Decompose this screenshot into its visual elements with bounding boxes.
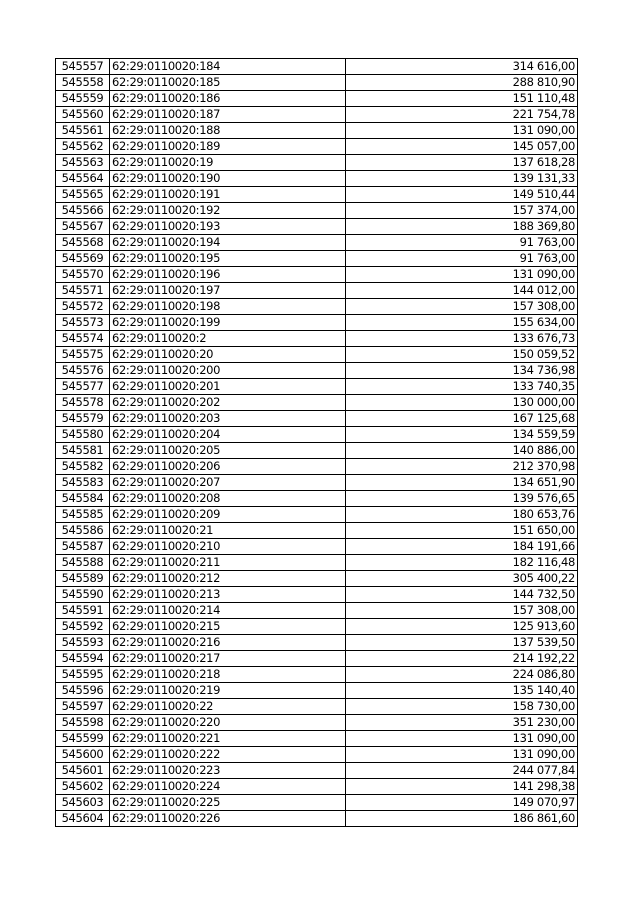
- row-number-cell: 545561: [56, 123, 110, 139]
- table-row: [56, 171, 578, 187]
- table-row: [56, 635, 578, 651]
- table-row: [56, 779, 578, 795]
- cadastral-number-cell: 62:29:0110020:21: [110, 523, 346, 539]
- row-number-cell: 545591: [56, 603, 110, 619]
- cadastral-value-cell: 145 057,00: [346, 139, 578, 155]
- row-number-cell: 545581: [56, 443, 110, 459]
- row-number-cell: 545598: [56, 715, 110, 731]
- cadastral-value-cell: 131 090,00: [346, 747, 578, 763]
- row-number-cell: 545565: [56, 187, 110, 203]
- table-row: [56, 491, 578, 507]
- cadastral-number-cell: 62:29:0110020:207: [110, 475, 346, 491]
- table-row: [56, 299, 578, 315]
- cadastral-number-cell: 62:29:0110020:19: [110, 155, 346, 171]
- row-number-cell: 545579: [56, 411, 110, 427]
- table-row: [56, 219, 578, 235]
- table-row: [56, 747, 578, 763]
- cadastral-number-cell: 62:29:0110020:191: [110, 187, 346, 203]
- row-number-cell: 545559: [56, 91, 110, 107]
- table-row: [56, 795, 578, 811]
- table-row: [56, 763, 578, 779]
- cadastral-number-cell: 62:29:0110020:193: [110, 219, 346, 235]
- cadastral-value-cell: 133 740,35: [346, 379, 578, 395]
- cadastral-value-cell: 134 559,59: [346, 427, 578, 443]
- cadastral-number-cell: 62:29:0110020:203: [110, 411, 346, 427]
- table-row: [56, 75, 578, 91]
- cadastral-value-cell: 188 369,80: [346, 219, 578, 235]
- cadastral-value-cell: 135 140,40: [346, 683, 578, 699]
- table-row: [56, 155, 578, 171]
- cadastral-value-cell: 314 616,00: [346, 59, 578, 75]
- table-row: [56, 475, 578, 491]
- cadastral-number-cell: 62:29:0110020:189: [110, 139, 346, 155]
- cadastral-number-cell: 62:29:0110020:225: [110, 795, 346, 811]
- cadastral-number-cell: 62:29:0110020:204: [110, 427, 346, 443]
- row-number-cell: 545586: [56, 523, 110, 539]
- row-number-cell: 545600: [56, 747, 110, 763]
- cadastral-number-cell: 62:29:0110020:184: [110, 59, 346, 75]
- table-row: [56, 315, 578, 331]
- table-row: [56, 587, 578, 603]
- cadastral-number-cell: 62:29:0110020:218: [110, 667, 346, 683]
- cadastral-number-cell: 62:29:0110020:219: [110, 683, 346, 699]
- cadastral-value-cell: 91 763,00: [346, 251, 578, 267]
- cadastral-number-cell: 62:29:0110020:210: [110, 539, 346, 555]
- table-body: [56, 59, 578, 827]
- table-row: [56, 715, 578, 731]
- table-row: [56, 699, 578, 715]
- row-number-cell: 545601: [56, 763, 110, 779]
- cadastral-value-cell: 157 308,00: [346, 603, 578, 619]
- table-row: [56, 571, 578, 587]
- row-number-cell: 545589: [56, 571, 110, 587]
- row-number-cell: 545568: [56, 235, 110, 251]
- cadastral-number-cell: 62:29:0110020:226: [110, 811, 346, 827]
- row-number-cell: 545594: [56, 651, 110, 667]
- cadastral-value-cell: 214 192,22: [346, 651, 578, 667]
- cadastral-number-cell: 62:29:0110020:220: [110, 715, 346, 731]
- table-row: [56, 379, 578, 395]
- cadastral-value-cell: 224 086,80: [346, 667, 578, 683]
- row-number-cell: 545590: [56, 587, 110, 603]
- cadastral-value-cell: 131 090,00: [346, 123, 578, 139]
- table-row: [56, 283, 578, 299]
- table-row: [56, 603, 578, 619]
- cadastral-number-cell: 62:29:0110020:209: [110, 507, 346, 523]
- table-row: [56, 331, 578, 347]
- table-row: [56, 267, 578, 283]
- table-row: [56, 363, 578, 379]
- table-row: [56, 619, 578, 635]
- row-number-cell: 545570: [56, 267, 110, 283]
- row-number-cell: 545588: [56, 555, 110, 571]
- row-number-cell: 545569: [56, 251, 110, 267]
- table-row: [56, 411, 578, 427]
- cadastral-number-cell: 62:29:0110020:216: [110, 635, 346, 651]
- cadastral-number-cell: 62:29:0110020:215: [110, 619, 346, 635]
- table-row: [56, 427, 578, 443]
- cadastral-value-cell: 288 810,90: [346, 75, 578, 91]
- cadastral-number-cell: 62:29:0110020:190: [110, 171, 346, 187]
- cadastral-number-cell: 62:29:0110020:185: [110, 75, 346, 91]
- cadastral-number-cell: 62:29:0110020:186: [110, 91, 346, 107]
- cadastral-value-cell: 182 116,48: [346, 555, 578, 571]
- table-row: [56, 235, 578, 251]
- row-number-cell: 545573: [56, 315, 110, 331]
- cadastral-number-cell: 62:29:0110020:196: [110, 267, 346, 283]
- cadastral-value-cell: 144 012,00: [346, 283, 578, 299]
- row-number-cell: 545571: [56, 283, 110, 299]
- row-number-cell: 545566: [56, 203, 110, 219]
- table-row: [56, 443, 578, 459]
- row-number-cell: 545557: [56, 59, 110, 75]
- cadastral-value-cell: 151 650,00: [346, 523, 578, 539]
- cadastral-number-cell: 62:29:0110020:2: [110, 331, 346, 347]
- table-row: [56, 651, 578, 667]
- cadastral-value-cell: 137 539,50: [346, 635, 578, 651]
- cadastral-number-cell: 62:29:0110020:223: [110, 763, 346, 779]
- row-number-cell: 545604: [56, 811, 110, 827]
- row-number-cell: 545560: [56, 107, 110, 123]
- table-row: [56, 139, 578, 155]
- row-number-cell: 545578: [56, 395, 110, 411]
- table-row: [56, 539, 578, 555]
- cadastral-value-cell: 130 000,00: [346, 395, 578, 411]
- cadastral-value-cell: 125 913,60: [346, 619, 578, 635]
- row-number-cell: 545580: [56, 427, 110, 443]
- cadastral-number-cell: 62:29:0110020:202: [110, 395, 346, 411]
- row-number-cell: 545602: [56, 779, 110, 795]
- cadastral-number-cell: 62:29:0110020:214: [110, 603, 346, 619]
- row-number-cell: 545596: [56, 683, 110, 699]
- row-number-cell: 545567: [56, 219, 110, 235]
- table-row: [56, 683, 578, 699]
- cadastral-value-cell: 141 298,38: [346, 779, 578, 795]
- row-number-cell: 545587: [56, 539, 110, 555]
- cadastral-number-cell: 62:29:0110020:201: [110, 379, 346, 395]
- cadastral-number-cell: 62:29:0110020:208: [110, 491, 346, 507]
- cadastral-number-cell: 62:29:0110020:205: [110, 443, 346, 459]
- cadastral-value-cell: 158 730,00: [346, 699, 578, 715]
- cadastral-number-cell: 62:29:0110020:224: [110, 779, 346, 795]
- cadastral-number-cell: 62:29:0110020:188: [110, 123, 346, 139]
- cadastral-value-cell: 131 090,00: [346, 267, 578, 283]
- cadastral-number-cell: 62:29:0110020:200: [110, 363, 346, 379]
- cadastral-value-cell: 137 618,28: [346, 155, 578, 171]
- cadastral-number-cell: 62:29:0110020:222: [110, 747, 346, 763]
- table-row: [56, 59, 578, 75]
- table-row: [56, 507, 578, 523]
- table-row: [56, 203, 578, 219]
- cadastral-value-cell: 140 886,00: [346, 443, 578, 459]
- table-row: [56, 811, 578, 827]
- row-number-cell: 545564: [56, 171, 110, 187]
- cadastral-value-cell: 133 676,73: [346, 331, 578, 347]
- row-number-cell: 545562: [56, 139, 110, 155]
- row-number-cell: 545572: [56, 299, 110, 315]
- row-number-cell: 545583: [56, 475, 110, 491]
- cadastral-value-cell: 149 510,44: [346, 187, 578, 203]
- row-number-cell: 545599: [56, 731, 110, 747]
- row-number-cell: 545584: [56, 491, 110, 507]
- row-number-cell: 545593: [56, 635, 110, 651]
- table-row: [56, 251, 578, 267]
- row-number-cell: 545558: [56, 75, 110, 91]
- cadastral-value-cell: 144 732,50: [346, 587, 578, 603]
- cadastral-value-cell: 134 736,98: [346, 363, 578, 379]
- row-number-cell: 545563: [56, 155, 110, 171]
- cadastral-number-cell: 62:29:0110020:213: [110, 587, 346, 603]
- cadastral-number-cell: 62:29:0110020:211: [110, 555, 346, 571]
- row-number-cell: 545595: [56, 667, 110, 683]
- cadastral-value-cell: 139 131,33: [346, 171, 578, 187]
- table-row: [56, 555, 578, 571]
- cadastral-number-cell: 62:29:0110020:199: [110, 315, 346, 331]
- cadastral-value-cell: 149 070,97: [346, 795, 578, 811]
- cadastral-value-cell: 244 077,84: [346, 763, 578, 779]
- cadastral-value-cell: 151 110,48: [346, 91, 578, 107]
- cadastral-value-cell: 212 370,98: [346, 459, 578, 475]
- cadastral-value-cell: 155 634,00: [346, 315, 578, 331]
- row-number-cell: 545603: [56, 795, 110, 811]
- row-number-cell: 545582: [56, 459, 110, 475]
- cadastral-number-cell: 62:29:0110020:187: [110, 107, 346, 123]
- cadastral-number-cell: 62:29:0110020:192: [110, 203, 346, 219]
- cadastral-value-cell: 157 374,00: [346, 203, 578, 219]
- table-row: [56, 347, 578, 363]
- cadastral-number-cell: 62:29:0110020:217: [110, 651, 346, 667]
- table-row: [56, 123, 578, 139]
- row-number-cell: 545577: [56, 379, 110, 395]
- table-row: [56, 731, 578, 747]
- table-row: [56, 395, 578, 411]
- cadastral-value-cell: 180 653,76: [346, 507, 578, 523]
- row-number-cell: 545597: [56, 699, 110, 715]
- row-number-cell: 545576: [56, 363, 110, 379]
- cadastral-number-cell: 62:29:0110020:198: [110, 299, 346, 315]
- cadastral-number-cell: 62:29:0110020:194: [110, 235, 346, 251]
- row-number-cell: 545575: [56, 347, 110, 363]
- cadastral-value-cell: 184 191,66: [346, 539, 578, 555]
- cadastral-number-cell: 62:29:0110020:22: [110, 699, 346, 715]
- cadastral-value-cell: 131 090,00: [346, 731, 578, 747]
- cadastral-value-cell: 91 763,00: [346, 235, 578, 251]
- cadastral-value-cell: 157 308,00: [346, 299, 578, 315]
- cadastral-value-cell: 139 576,65: [346, 491, 578, 507]
- table-row: [56, 523, 578, 539]
- cadastral-number-cell: 62:29:0110020:197: [110, 283, 346, 299]
- table-row: [56, 187, 578, 203]
- cadastral-number-cell: 62:29:0110020:206: [110, 459, 346, 475]
- cadastral-value-table: [55, 58, 578, 827]
- cadastral-number-cell: 62:29:0110020:221: [110, 731, 346, 747]
- row-number-cell: 545592: [56, 619, 110, 635]
- cadastral-value-cell: 305 400,22: [346, 571, 578, 587]
- cadastral-number-cell: 62:29:0110020:20: [110, 347, 346, 363]
- table-row: [56, 107, 578, 123]
- cadastral-value-cell: 134 651,90: [346, 475, 578, 491]
- row-number-cell: 545585: [56, 507, 110, 523]
- table-row: [56, 667, 578, 683]
- table-row: [56, 459, 578, 475]
- cadastral-value-cell: 150 059,52: [346, 347, 578, 363]
- cadastral-number-cell: 62:29:0110020:195: [110, 251, 346, 267]
- cadastral-value-cell: 167 125,68: [346, 411, 578, 427]
- cadastral-number-cell: 62:29:0110020:212: [110, 571, 346, 587]
- cadastral-value-cell: 186 861,60: [346, 811, 578, 827]
- cadastral-value-cell: 351 230,00: [346, 715, 578, 731]
- cadastral-value-cell: 221 754,78: [346, 107, 578, 123]
- row-number-cell: 545574: [56, 331, 110, 347]
- table-row: [56, 91, 578, 107]
